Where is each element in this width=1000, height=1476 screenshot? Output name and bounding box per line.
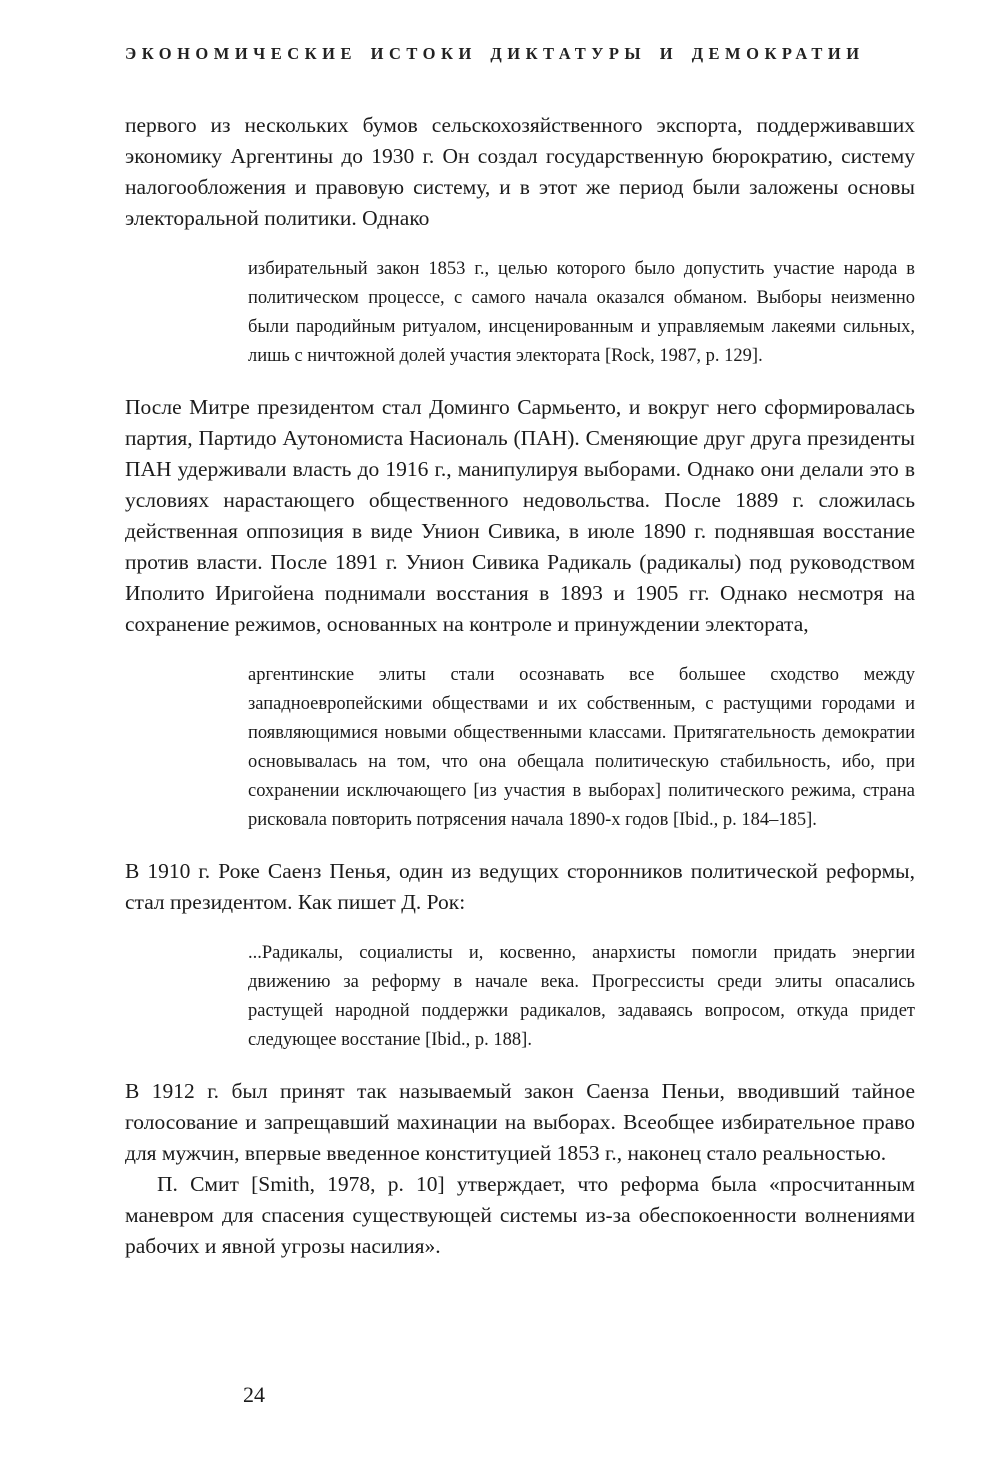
paragraph: первого из нескольких бумов сельскохозяйственного экспорта, поддерживавших экономику Аргентины до 1930 г. Он создал государственную бюрократию, систему налогообложения и правовую систему, и в этот же период были заложены основы электоральной политики. Однако [125, 113, 915, 230]
paragraph: В 1912 г. был принят так называемый закон Саенза Пеньи, вводивший тайное голосование и запрещавший махинации на выборах. Всеобщее избирательное право для мужчин, впервые введенное конституцией 1853 г., наконец стало реальностью. [125, 1079, 915, 1165]
block-quote: избирательный закон 1853 г., целью которого было допустить участие народа в политическом процессе, с самого начала оказался обманом. Выборы неизменно были пародийным ритуалом, инсценированным и управляемым лакеями сильных, лишь с ничтожной долей участия электората [Rock, 1987, p. 129]. [248, 259, 915, 366]
block-quote: аргентинские элиты стали осознавать все большее сходство между западноевропейскими обществами и их собственным, с растущими городами и появляющимися новыми общественными классами. Притягательность демократии основывалась на том, что она обещала политическую стабильность, ибо, при сохранении исключающего [из участия в выборах] политического режима, страна рисковала повторить потрясения начала 1890-х годов [Ibid., p. 184–185]. [248, 665, 915, 830]
page-number: 24 [243, 1382, 265, 1407]
running-head: ЭКОНОМИЧЕСКИЕ ИСТОКИ ДИКТАТУРЫ И ДЕМОКРАТИИ [125, 44, 865, 63]
paragraph: После Митре президентом стал Доминго Сармьенто, и вокруг него сформировалась партия, Партидо Аутономиста Насиональ (ПАН). Сменяющие друг друга президенты ПАН удерживали власть до 1916 г., манипулируя выборами. Однако они делали это в условиях нарастающего общественного недовольства. После 1889 г. сложилась действенная оппозиция в виде Унион Сивика, в июле 1890 г. поднявшая восстание против власти. После 1891 г. Унион Сивика Радикаль (радикалы) под руководством Иполито Иригойена поднимали восстания в 1893 и 1905 гг. Однако несмотря на сохранение режимов, основанных на контроле и принуждении электората, [125, 395, 915, 636]
paragraph: В 1910 г. Роке Саенз Пенья, один из ведущих сторонников политической реформы, стал президентом. Как пишет Д. Рок: [125, 859, 915, 914]
block-quote: ...Радикалы, социалисты и, косвенно, анархисты помогли придать энергии движению за реформу в начале века. Прогрессисты среди элиты опасались растущей народной поддержки радикалов, задаваясь вопросом, откуда придет следующее восстание [Ibid., p. 188]. [248, 943, 915, 1050]
paragraph: П. Смит [Smith, 1978, p. 10] утверждает, что реформа была «просчитанным маневром для спасения существующей системы из-за обеспокоенности волнениями рабочих и явной угрозы насилия». [125, 1172, 915, 1258]
